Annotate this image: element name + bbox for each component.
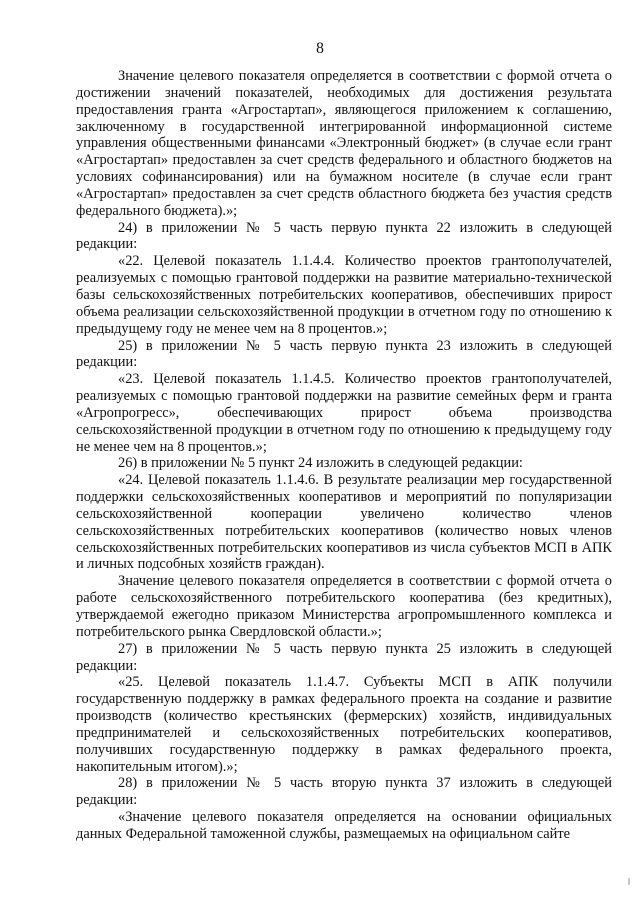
paragraph: 28) в приложении № 5 часть вторую пункта 37 изложить в следующей редакции: bbox=[76, 775, 612, 809]
paragraph: 24) в приложении № 5 часть первую пункта 22 изложить в следующей редакции: bbox=[76, 219, 612, 253]
paragraph: «24. Целевой показатель 1.1.4.6. В результате реализации мер государственной поддержки сельскохозяйственных кооперативов и мероприятий по популяризации сельскохозяйственной кооперации увеличено количество членов сельскохозяйственных потребительских кооперативов (количество новых членов сельскохозяйственных потребительских кооперативов из числа субъектов МСП в АПК и личных подсобных хозяйств граждан). bbox=[76, 472, 612, 573]
paragraph: 27) в приложении № 5 часть первую пункта 25 изложить в следующей редакции: bbox=[76, 640, 612, 674]
paragraph: Значение целевого показателя определяется в соответствии с формой отчета о достижении значений показателей, необходимых для достижения результата предоставления гранта «Агростартап», являющегося приложением к соглашению, заключенному в государственной интегрированной информационной системе управления общественными финансами «Электронный бюджет» (в случае если грант «Агростартап» предоставлен за счет средств федерального и областного бюджетов на условиях софинансирования) или на бумажном носителе (в случае если грант «Агростартап» предоставлен за счет средств областного бюджета без участия средств федерального бюджета).»; bbox=[76, 68, 612, 219]
paragraph: 25) в приложении № 5 часть первую пункта 23 изложить в следующей редакции: bbox=[76, 337, 612, 371]
page-number: 8 bbox=[316, 40, 324, 57]
paragraph: «23. Целевой показатель 1.1.4.5. Количество проектов грантополучателей, реализуемых с помощью грантовой поддержки на развитие семейных ферм и гранта «Агропрогресс», обеспечивающих прирост объема производства сельскохозяйственной продукции в отчетном году по отношению к предыдущему году не менее чем на 8 процентов.»; bbox=[76, 371, 612, 455]
paragraph: «22. Целевой показатель 1.1.4.4. Количество проектов грантополучателей, реализуемых с помощью грантовой поддержки на развитие материально-технической базы сельскохозяйственных потребительских кооперативов, обеспечивших прирост объема реализации сельскохозяйственной продукции в отчетном году по отношению к предыдущему году не менее чем на 8 процентов.»; bbox=[76, 253, 612, 337]
paragraph: Значение целевого показателя определяется в соответствии с формой отчета о работе сельскохозяйственного потребительского кооператива (без кредитных), утверждаемой ежегодно приказом Министерства агропромышленного комплекса и потребительского рынка Свердловской области.»; bbox=[76, 573, 612, 640]
document-body bbox=[76, 68, 612, 843]
paragraph: «Значение целевого показателя определяется на основании официальных данных Федеральной таможенной службы, размещаемых на официальном сайте bbox=[76, 809, 612, 842]
paragraph: 26) в приложении № 5 пункт 24 изложить в следующей редакции: bbox=[118, 455, 523, 472]
scan-artifact bbox=[628, 878, 630, 885]
paragraph: «25. Целевой показатель 1.1.4.7. Субъекты МСП в АПК получили государственную поддержку в рамках федерального проекта на создание и развитие производств (количество крестьянских (фермерских) хозяйств, индивидуальных предпринимателей и сельскохозяйственных потребительских кооперативов, получивших государственную поддержку в рамках федерального проекта, накопительным итогом).»; bbox=[76, 674, 612, 775]
